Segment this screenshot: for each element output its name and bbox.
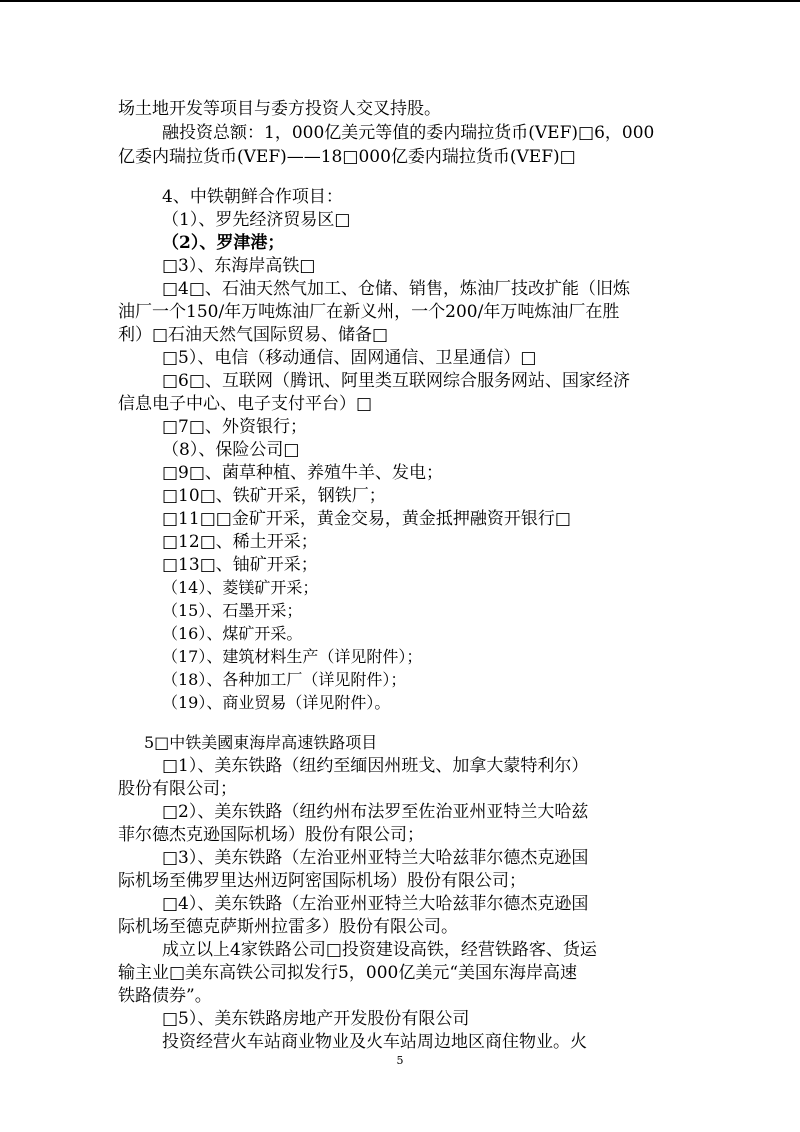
page-top-border — [0, 0, 800, 2]
list-item: □3）、东海岸高铁□ — [162, 256, 316, 276]
list-item: □2）、美东铁路（纽约州布法罗至佐治亚州亚特兰大哈兹 — [162, 802, 589, 822]
list-item: □5）、电信（移动通信、固网通信、卫星通信）□ — [162, 348, 537, 368]
list-item: （18）、各种加工厂（详见附件）； — [162, 670, 407, 689]
page-number: 5 — [396, 1054, 404, 1067]
text-line: 菲尔德杰克逊国际机场）股份有限公司； — [118, 825, 424, 845]
list-item: □10□、铁矿开采，钢铁厂； — [162, 486, 386, 506]
list-item: （16）、煤矿开采。 — [162, 624, 303, 643]
list-item: □6□、互联网（腾讯、阿里类互联网综合服务网站、国家经济 — [162, 371, 630, 391]
text-line: 输主业□美东高铁公司拟发行5，000亿美元“美国东海岸高速 — [118, 963, 578, 983]
text-line: 投资经营火车站商业物业及火车站周边地区商住物业。火 — [162, 1032, 587, 1052]
text-line: 场土地开发等项目与委方投资人交叉持股。 — [118, 99, 441, 119]
text-line: 融投资总额：1，000亿美元等值的委内瑞拉货币(VEF)□6，000 — [162, 123, 655, 143]
text-line: 油厂一个150/年万吨炼油厂在新义州，一个200/年万吨炼油厂在胜 — [118, 302, 620, 322]
list-item: □9□、菌草种植、养殖牛羊、发电； — [162, 463, 443, 483]
text-line: 铁路债券”。 — [118, 986, 212, 1006]
list-item: □13□、铀矿开采； — [162, 555, 318, 575]
list-item: □7□、外资银行； — [162, 417, 307, 437]
list-item: □5）、美东铁路房地产开发股份有限公司 — [162, 1009, 470, 1029]
list-item: □12□、稀土开采； — [162, 532, 318, 552]
section-heading: 5□中铁美國東海岸高速铁路项目 — [144, 733, 378, 752]
list-item: （15）、石墨开采； — [162, 601, 303, 620]
text-line: 成立以上4家铁路公司□投资建设高铁，经营铁路客、货运 — [162, 940, 597, 960]
list-item: （17）、建筑材料生产（详见附件）； — [162, 647, 423, 666]
text-line: 利）□石油天然气国际贸易、储备□ — [118, 325, 389, 345]
list-item: （8）、保险公司□ — [162, 440, 300, 460]
list-item: （1）、罗先经济贸易区□ — [162, 210, 351, 230]
text-line: 亿委内瑞拉货币(VEF)——18□000亿委内瑞拉货币(VEF)□ — [118, 147, 576, 167]
list-item: □4）、美东铁路（左治亚州亚特兰大哈兹菲尔德杰克逊国 — [162, 894, 589, 914]
text-line: 际机场至佛罗里达州迈阿密国际机场）股份有限公司； — [118, 871, 526, 891]
section-heading: 4、中铁朝鲜合作项目： — [162, 187, 343, 207]
list-item: □1）、美东铁路（纽约至缅因州班戈、加拿大蒙特利尔） — [162, 756, 589, 776]
list-item: □4□、石油天然气加工、仓储、销售，炼油厂技改扩能（旧炼 — [162, 279, 630, 299]
list-item: （14）、菱镁矿开采； — [162, 578, 319, 597]
list-item: □3）、美东铁路（左治亚州亚特兰大哈兹菲尔德杰克逊国 — [162, 848, 589, 868]
text-line: 股份有限公司； — [118, 779, 237, 799]
text-line: 际机场至德克萨斯州拉雷多）股份有限公司。 — [118, 917, 458, 937]
text-line: 信息电子中心、电子支付平台）□ — [118, 394, 373, 414]
list-item: （19）、商业贸易（详见附件）。 — [162, 693, 391, 712]
list-item: □11□□金矿开采，黄金交易，黄金抵押融资开银行□ — [162, 509, 571, 529]
list-item: （2）、罗津港； — [162, 233, 285, 253]
